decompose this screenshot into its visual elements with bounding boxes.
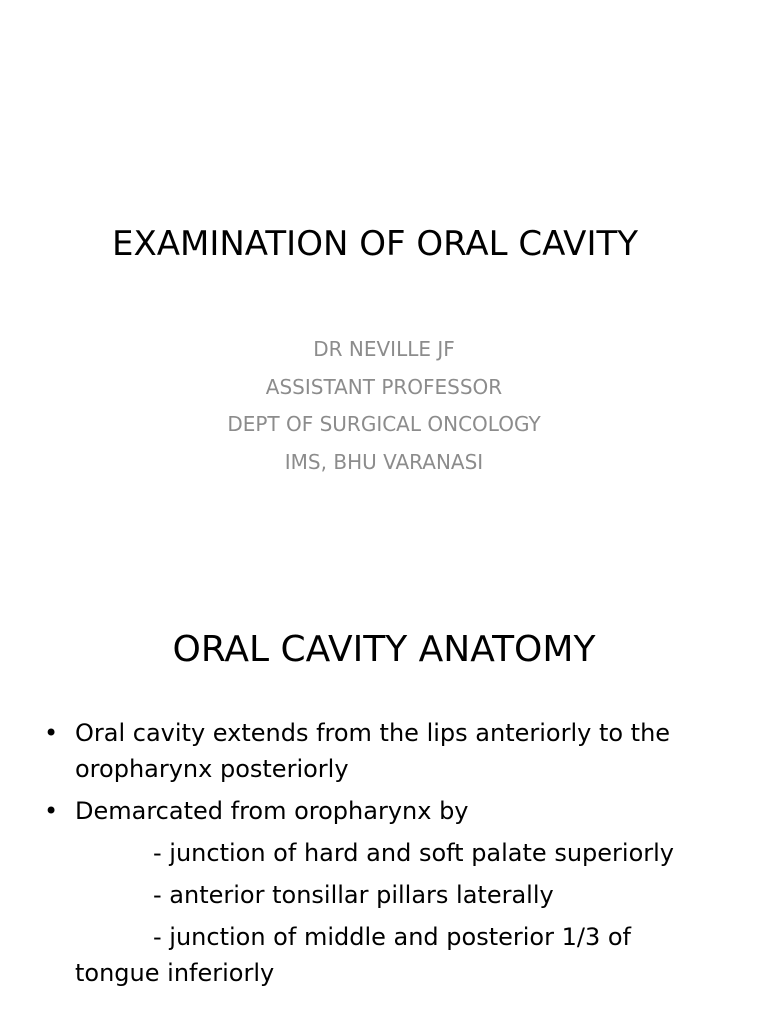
slide-2-title: ORAL CAVITY ANATOMY	[172, 629, 596, 670]
bullet-list	[0, 715, 768, 991]
slide-title-text: EXAMINATION OF ORAL CAVITY	[111, 224, 639, 264]
bullet-sub-line: - junction of middle and posterior 1/3 of	[153, 923, 631, 951]
author-position: ASSISTANT PROFESSOR	[265, 374, 503, 399]
bullet-icon: •	[44, 719, 59, 747]
bullet-sub-line: tongue inferiorly	[75, 959, 275, 987]
author-department: DEPT OF SURGICAL ONCOLOGY	[227, 412, 541, 436]
bullet-text: Oral cavity extends from the lips anteriorly to the oropharynx posteriorly	[75, 719, 671, 783]
author-name: DR NEVILLE JF	[313, 337, 455, 361]
slide-title	[0, 222, 768, 266]
bullet-sub-line: - anterior tonsillar pillars laterally	[153, 881, 554, 909]
slide-subtitle	[0, 331, 768, 481]
bullet-item	[0, 715, 768, 787]
author-institution: IMS, BHU VARANASI	[284, 449, 484, 474]
bullet-item	[0, 793, 768, 991]
bullet-sub-line: - junction of hard and soft palate superiorly	[153, 839, 674, 867]
bullet-text: Demarcated from oropharynx by	[75, 797, 469, 825]
bullet-icon: •	[44, 797, 59, 825]
